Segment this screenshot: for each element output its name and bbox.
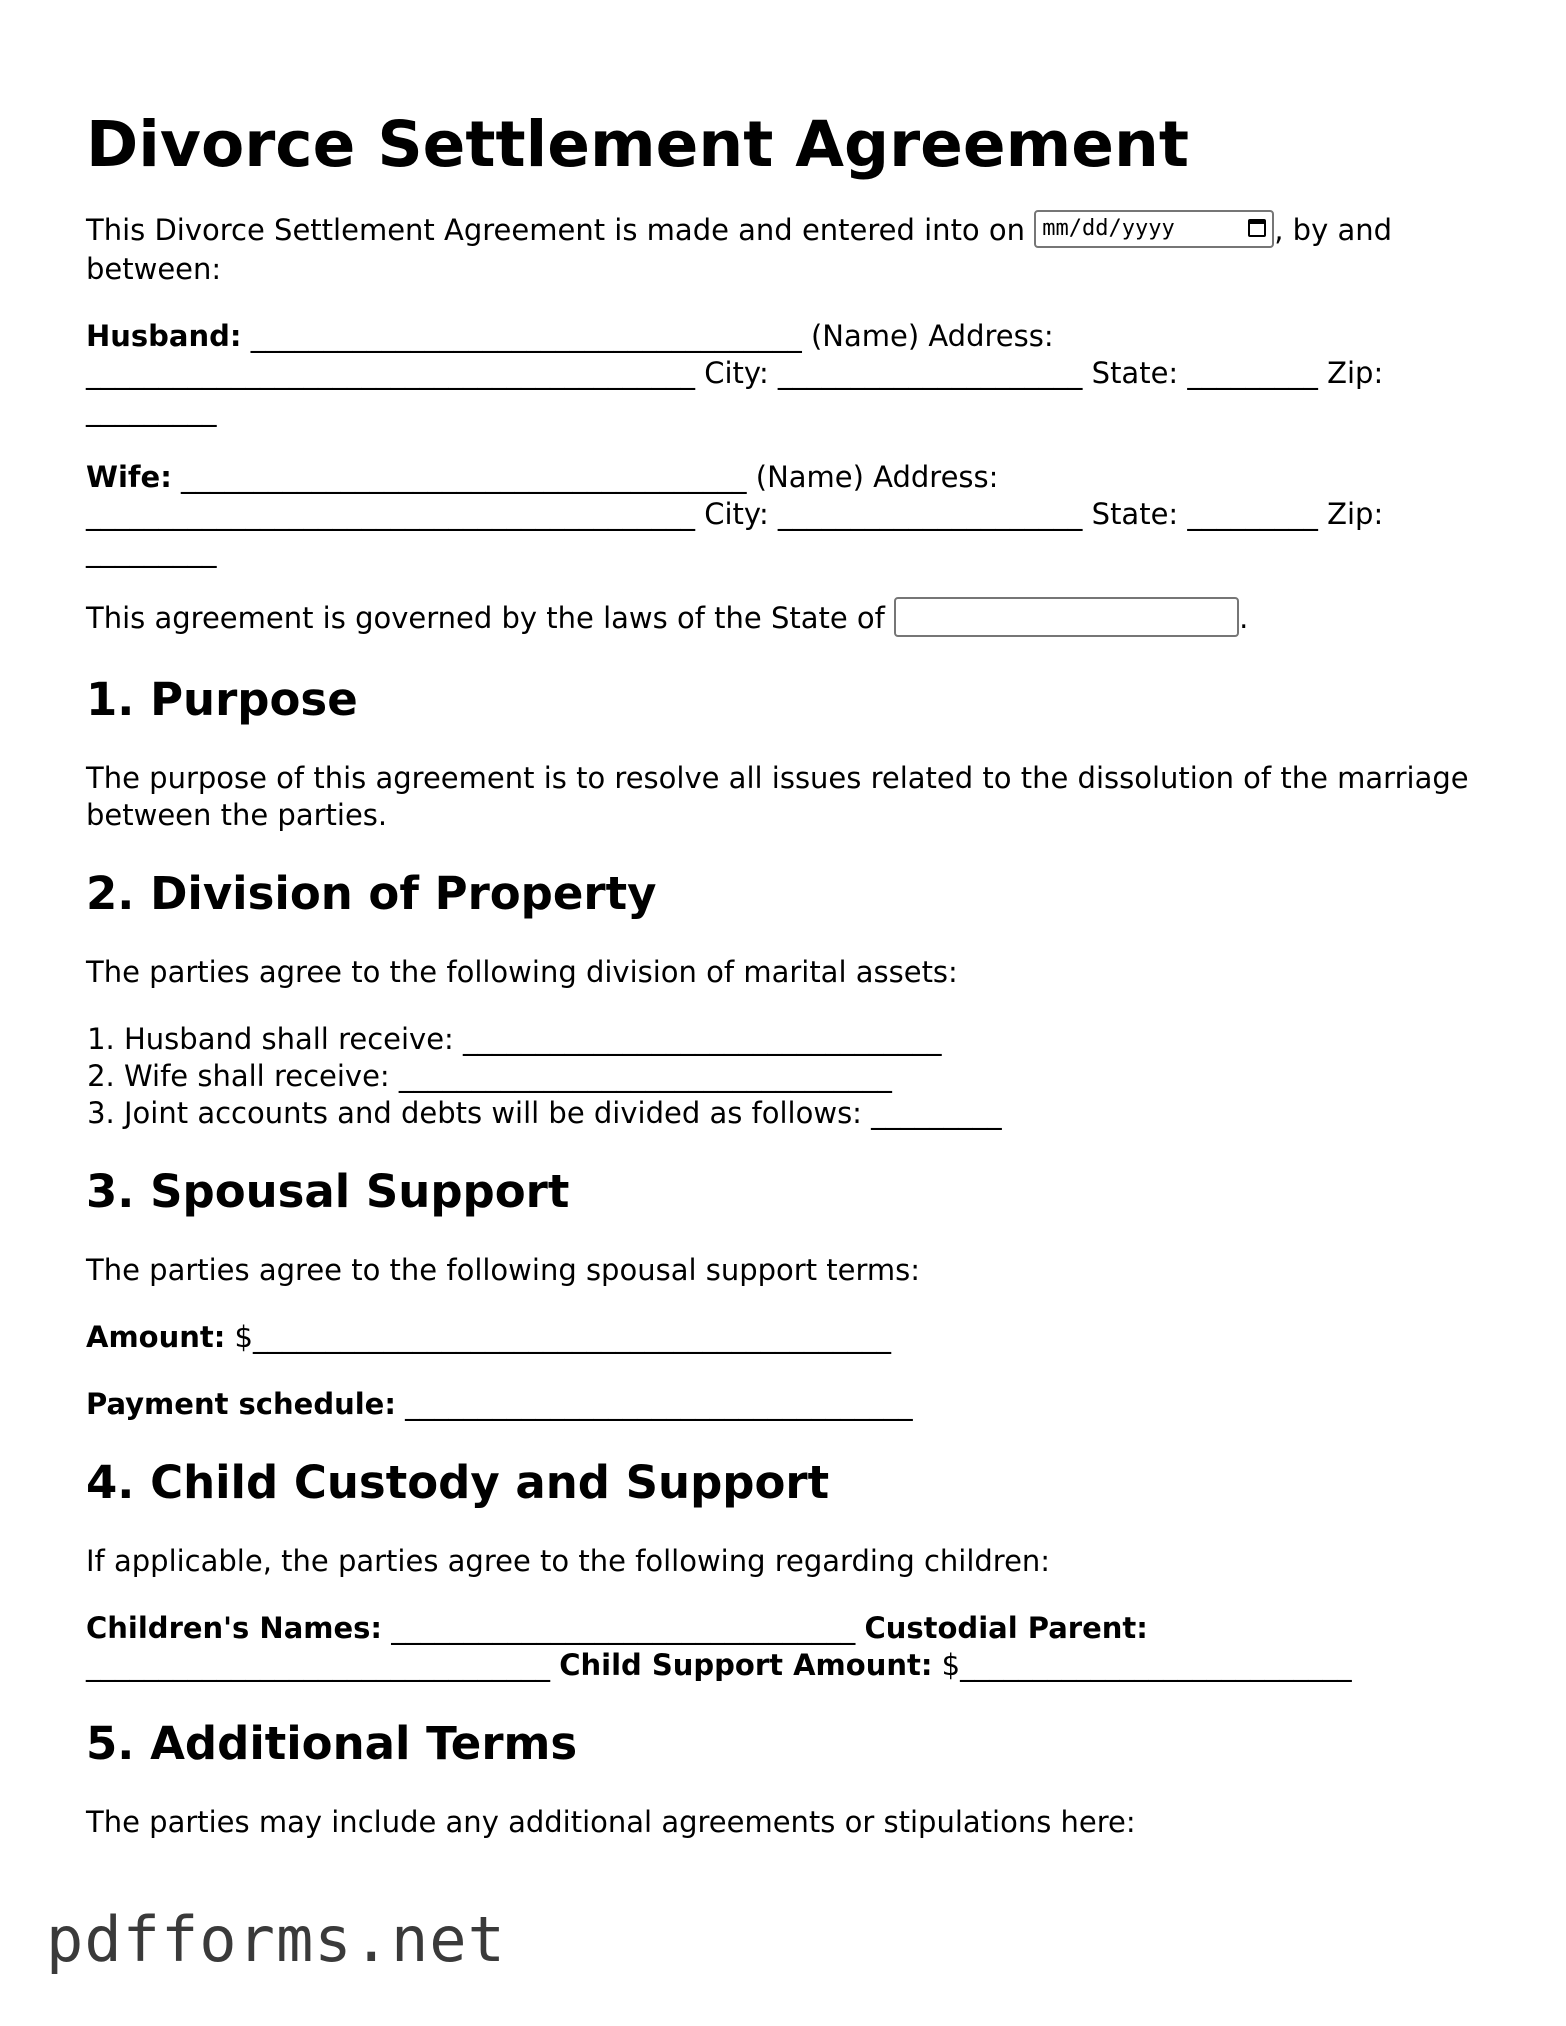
wife-label: Wife:: [86, 460, 172, 494]
purpose-heading: 1. Purpose: [86, 673, 358, 726]
husband-fields-text: ______________________________________ (Name) Address: __________________________________________ City: _____________________ State: _________ Zip: _________: [86, 319, 1384, 427]
child-details: [86, 1610, 1486, 1684]
payment-schedule-label: Payment schedule:: [86, 1387, 396, 1421]
spousal-amount-line: [86, 1319, 1486, 1356]
calendar-icon[interactable]: [1248, 219, 1266, 237]
children-names-blank: ________________________________: [382, 1611, 865, 1645]
list-item: 2. Wife shall receive: __________________________________: [124, 1058, 1486, 1095]
husband-details: [86, 318, 1486, 429]
spousal-support-heading: 3. Spousal Support: [86, 1165, 570, 1218]
document-title: Divorce Settlement Agreement: [86, 108, 1189, 181]
children-names-label: Children's Names:: [86, 1611, 383, 1645]
purpose-text: The purpose of this agreement is to resolve all issues related to the dissolution of the marriage between the parties.: [86, 761, 1469, 832]
property-text: The parties agree to the following division of marital assets:: [86, 955, 958, 989]
wife-details: [86, 459, 1486, 570]
wife-fields-text: _______________________________________ (Name) Address: __________________________________________ City: _____________________ State: _________ Zip: _________: [86, 460, 1384, 568]
property-heading: 2. Division of Property: [86, 867, 657, 920]
governing-law-period: .: [1239, 601, 1249, 635]
intro-text-before-date: This Divorce Settlement Agreement is made and entered into on: [86, 213, 1035, 247]
husband-label: Husband:: [86, 319, 242, 353]
custodial-parent-label: Custodial Parent:: [864, 1611, 1148, 1645]
agreement-date-input[interactable]: [1034, 210, 1274, 248]
payment-schedule-blank: ___________________________________: [395, 1387, 913, 1421]
intro-text-after-date: , by and between:: [86, 213, 1393, 286]
property-list: [86, 1021, 1486, 1132]
additional-terms-text: The parties may include any additional agreements or stipulations here:: [86, 1805, 1136, 1839]
custodial-parent-blank: ________________________________: [86, 1648, 560, 1682]
list-item: 3. Joint accounts and debts will be divided as follows: _________: [124, 1095, 1486, 1132]
additional-terms-heading: 5. Additional Terms: [86, 1717, 578, 1770]
amount-blank: $____________________________________________: [225, 1320, 892, 1354]
child-support-blank: $___________________________: [932, 1648, 1352, 1682]
spousal-support-text: The parties agree to the following spousal support terms:: [86, 1253, 921, 1287]
child-custody-text: If applicable, the parties agree to the following regarding children:: [86, 1544, 1051, 1578]
child-support-label: Child Support Amount:: [559, 1648, 933, 1682]
payment-schedule-line: [86, 1386, 1486, 1423]
governing-law-paragraph: [86, 600, 1486, 640]
state-input[interactable]: [894, 597, 1239, 637]
list-item: 1. Husband shall receive: _________________________________: [124, 1021, 1486, 1058]
amount-label: Amount:: [86, 1320, 226, 1354]
governing-law-text: This agreement is governed by the laws of the State of: [86, 601, 895, 635]
watermark-logo: pdfforms.net: [46, 1903, 506, 1976]
date-placeholder: mm/dd/yyyy: [1042, 216, 1175, 241]
intro-paragraph: [86, 212, 1486, 288]
child-custody-heading: 4. Child Custody and Support: [86, 1456, 830, 1509]
document-page: [86, 100, 1486, 1871]
